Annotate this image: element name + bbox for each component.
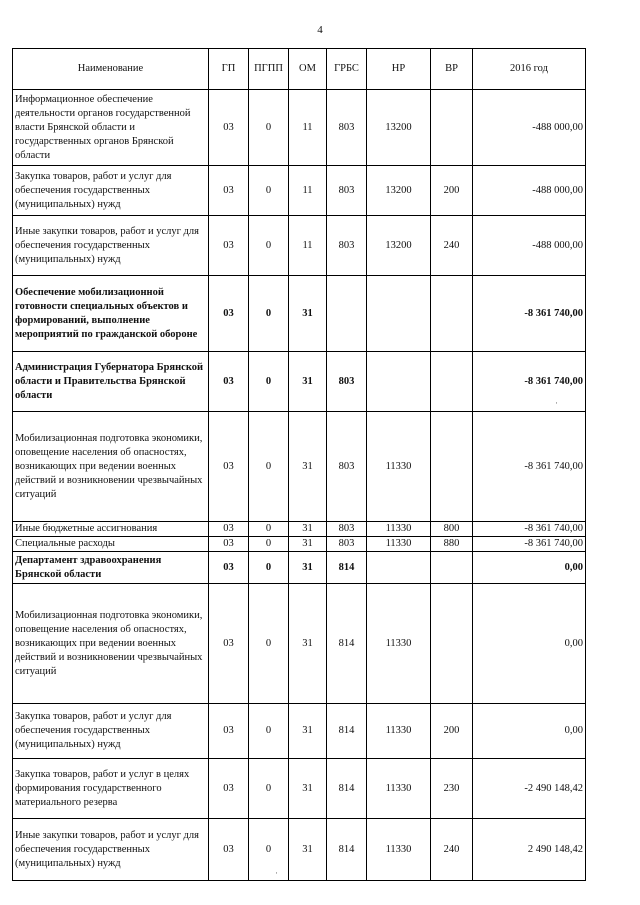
row-name: Мобилизационная подготовка экономики, оповещение населения об опасностях, возникающих при ведении военных действий и возникновении чрезвычайных ситуаций	[13, 584, 209, 704]
row-nr: 13200	[367, 216, 431, 276]
row-grbs: 814	[327, 759, 367, 819]
row-gp: 03	[209, 412, 249, 522]
row-grbs: 803	[327, 522, 367, 537]
row-amount: -8 361 740,00	[473, 537, 586, 552]
row-pgpp: 0	[249, 552, 289, 584]
row-gp: 03	[209, 352, 249, 412]
row-amount: -488 000,00	[473, 90, 586, 166]
row-om: 31	[289, 552, 327, 584]
table-row	[13, 352, 586, 412]
row-nr: 11330	[367, 537, 431, 552]
table-row	[13, 537, 586, 552]
table-row	[13, 522, 586, 537]
row-om: 31	[289, 759, 327, 819]
row-amount: 2 490 148,42	[473, 819, 586, 881]
row-nr: 11330	[367, 412, 431, 522]
row-gp: 03	[209, 552, 249, 584]
row-nr: 11330	[367, 819, 431, 881]
row-gp: 03	[209, 537, 249, 552]
row-om: 31	[289, 819, 327, 881]
row-name: Обеспечение мобилизационной готовности специальных объектов и формирований, выполнение мероприятий по гражданской обороне	[13, 276, 209, 352]
row-grbs: 814	[327, 584, 367, 704]
row-amount: -8 361 740,00	[473, 522, 586, 537]
table-row	[13, 90, 586, 166]
row-name: Информационное обеспечение деятельности органов государственной власти Брянской области и государственных органов Брянской области	[13, 90, 209, 166]
row-pgpp: 0	[249, 522, 289, 537]
table-row	[13, 819, 586, 881]
row-nr: 11330	[367, 704, 431, 759]
header-name: Наименование	[13, 49, 209, 90]
row-gp: 03	[209, 759, 249, 819]
row-nr	[367, 552, 431, 584]
row-amount: 0,00	[473, 704, 586, 759]
row-pgpp: 0	[249, 90, 289, 166]
table-row	[13, 759, 586, 819]
scan-mark: ·	[555, 398, 558, 408]
table-row	[13, 584, 586, 704]
row-gp: 03	[209, 216, 249, 276]
row-name: Администрация Губернатора Брянской области и Правительства Брянской области	[13, 352, 209, 412]
table-row	[13, 216, 586, 276]
row-om: 31	[289, 704, 327, 759]
row-name: Закупка товаров, работ и услуг для обеспечения государственных (муниципальных) нужд	[13, 704, 209, 759]
row-grbs: 803	[327, 352, 367, 412]
row-nr: 11330	[367, 584, 431, 704]
row-pgpp: 0	[249, 584, 289, 704]
row-om: 11	[289, 90, 327, 166]
row-pgpp: 0	[249, 352, 289, 412]
row-vr: 240	[431, 216, 473, 276]
row-gp: 03	[209, 166, 249, 216]
row-pgpp: 0	[249, 759, 289, 819]
row-name: Иные закупки товаров, работ и услуг для обеспечения государственных (муниципальных) нужд	[13, 216, 209, 276]
row-vr	[431, 90, 473, 166]
row-vr: 230	[431, 759, 473, 819]
row-amount: 0,00	[473, 552, 586, 584]
row-om: 11	[289, 166, 327, 216]
table-row	[13, 704, 586, 759]
row-amount: -488 000,00	[473, 166, 586, 216]
row-amount: -8 361 740,00	[473, 352, 586, 412]
row-nr: 13200	[367, 166, 431, 216]
header-vr: ВР	[431, 49, 473, 90]
row-amount: -8 361 740,00	[473, 276, 586, 352]
table-row	[13, 276, 586, 352]
header-om: ОМ	[289, 49, 327, 90]
row-nr: 11330	[367, 522, 431, 537]
table-header-row	[13, 49, 586, 90]
row-pgpp: 0	[249, 412, 289, 522]
row-gp: 03	[209, 522, 249, 537]
row-grbs: 803	[327, 537, 367, 552]
row-name: Департамент здравоохранения Брянской области	[13, 552, 209, 584]
scan-mark: ·	[275, 868, 278, 878]
row-pgpp: 0	[249, 276, 289, 352]
row-vr	[431, 552, 473, 584]
row-pgpp: 0	[249, 537, 289, 552]
table-row	[13, 166, 586, 216]
row-grbs: 803	[327, 90, 367, 166]
row-nr	[367, 276, 431, 352]
row-amount: 0,00	[473, 584, 586, 704]
row-vr: 200	[431, 704, 473, 759]
row-gp: 03	[209, 90, 249, 166]
row-vr: 200	[431, 166, 473, 216]
row-vr: 800	[431, 522, 473, 537]
row-grbs: 814	[327, 819, 367, 881]
row-vr: 240	[431, 819, 473, 881]
row-vr	[431, 584, 473, 704]
row-pgpp: 0	[249, 819, 289, 881]
row-vr	[431, 352, 473, 412]
row-name: Иные бюджетные ассигнования	[13, 522, 209, 537]
row-gp: 03	[209, 584, 249, 704]
row-grbs: 803	[327, 166, 367, 216]
budget-table	[12, 48, 586, 881]
row-pgpp: 0	[249, 166, 289, 216]
row-grbs: 814	[327, 552, 367, 584]
row-om: 31	[289, 276, 327, 352]
row-nr: 13200	[367, 90, 431, 166]
row-name: Мобилизационная подготовка экономики, оповещение населения об опасностях, возникающих при ведении военных действий и возникновении чрезвычайных ситуаций	[13, 412, 209, 522]
row-pgpp: 0	[249, 704, 289, 759]
row-om: 31	[289, 352, 327, 412]
row-vr: 880	[431, 537, 473, 552]
row-grbs: 803	[327, 412, 367, 522]
row-pgpp: 0	[249, 216, 289, 276]
row-amount: -488 000,00	[473, 216, 586, 276]
table-row	[13, 412, 586, 522]
row-om: 31	[289, 584, 327, 704]
row-name: Специальные расходы	[13, 537, 209, 552]
row-grbs	[327, 276, 367, 352]
row-amount: -2 490 148,42	[473, 759, 586, 819]
page-number: 4	[317, 24, 323, 36]
header-gp: ГП	[209, 49, 249, 90]
header-year: 2016 год	[473, 49, 586, 90]
row-om: 31	[289, 537, 327, 552]
row-grbs: 803	[327, 216, 367, 276]
header-grbs: ГРБС	[327, 49, 367, 90]
header-pgpp: ПГПП	[249, 49, 289, 90]
row-nr	[367, 352, 431, 412]
row-gp: 03	[209, 704, 249, 759]
row-gp: 03	[209, 819, 249, 881]
row-nr: 11330	[367, 759, 431, 819]
row-om: 11	[289, 216, 327, 276]
row-name: Закупка товаров, работ и услуг в целях формирования государственного материального резерва	[13, 759, 209, 819]
table-row	[13, 552, 586, 584]
row-grbs: 814	[327, 704, 367, 759]
header-nr: НР	[367, 49, 431, 90]
row-om: 31	[289, 522, 327, 537]
row-name: Иные закупки товаров, работ и услуг для обеспечения государственных (муниципальных) нужд	[13, 819, 209, 881]
row-gp: 03	[209, 276, 249, 352]
row-om: 31	[289, 412, 327, 522]
row-vr	[431, 412, 473, 522]
row-amount: -8 361 740,00	[473, 412, 586, 522]
row-vr	[431, 276, 473, 352]
row-name: Закупка товаров, работ и услуг для обеспечения государственных (муниципальных) нужд	[13, 166, 209, 216]
